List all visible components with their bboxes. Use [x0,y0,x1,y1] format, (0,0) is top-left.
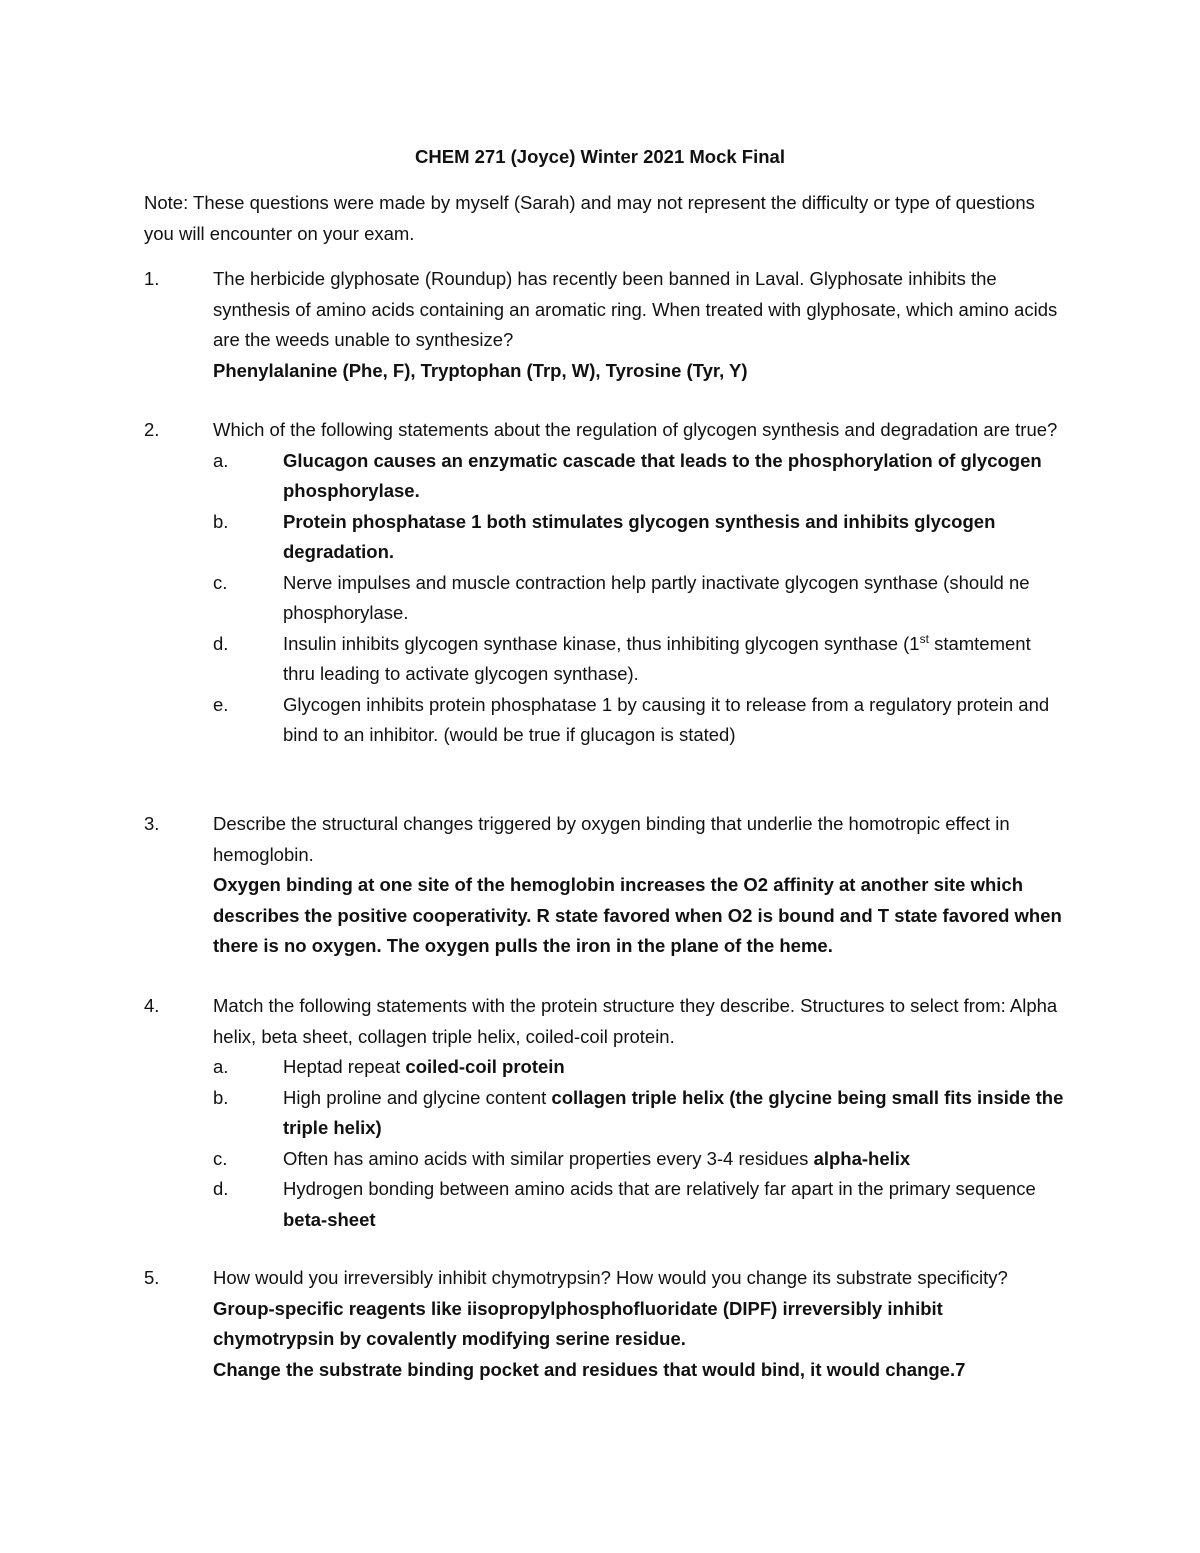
option-text: Protein phosphatase 1 both stimulates glycogen synthesis and inhibits glycogen degradation. [283,510,996,562]
answer-text: collagen triple helix (the glycine being small fits inside the triple helix) [283,1086,1064,1138]
answer-text: Phenylalanine (Phe, F), Tryptophan (Trp, W), Tyrosine (Tyr, Y) [213,359,748,381]
option-text-end: stamtement thru leading to activate glycogen synthase). [283,632,1031,684]
question-text: Match the following statements with the protein structure they describe. Structures to select from: Alpha helix, beta sheet, collagen triple helix, coiled-coil protein. [213,995,1058,1047]
answer-text: beta-sheet [283,1208,376,1230]
option-letter: d. [213,632,229,654]
option-letter: c. [213,1147,228,1169]
option-letter: e. [213,693,229,715]
option-text [283,1083,1064,1144]
option-text: Glucagon causes an enzymatic cascade that leads to the phosphorylation of glycogen phosphorylase. [283,449,1042,501]
option-text: Glycogen inhibits protein phosphatase 1 by causing it to release from a regulatory protein and bind to an inhibitor. (would be true if glucagon is stated) [283,693,1050,745]
option-text-start: Insulin inhibits glycogen synthase kinase, thus inhibiting glycogen synthase (1 [283,632,920,654]
question-text: Which of the following statements about the regulation of glycogen synthesis and degradation are true? [213,419,1058,440]
answer-text-2: Change the substrate binding pocket and residues that would bind, it would change.7 [213,1358,966,1380]
question-3 [144,809,1064,962]
option-a [213,1052,1064,1083]
question-number: 1. [144,268,160,289]
question-text: Describe the structural changes triggered by oxygen binding that underlie the homotropic effect in hemoglobin. [213,813,1010,865]
option-d [213,1174,1064,1235]
option-c [213,1144,1064,1175]
question-text: How would you irreversibly inhibit chymotrypsin? How would you change its substrate specificity? [213,1267,1008,1288]
option-e [213,690,1064,751]
question-text: The herbicide glyphosate (Roundup) has recently been banned in Laval. Glyphosate inhibits the synthesis of amino acids containing an aromatic ring. When treated with glyphosate, which amino acids are the weeds unable to synthesize? [213,268,1058,350]
option-letter: b. [213,1086,229,1108]
answer-text: Oxygen binding at one site of the hemoglobin increases the O2 affinity at another site which describes the positive cooperativity. R state favored when O2 is bound and T state favored when there is no oxygen. The oxygen pulls the iron in the plane of the heme. [213,874,1062,956]
answer-text: coiled-coil protein [405,1056,565,1077]
option-text [283,1052,1064,1083]
option-c [213,568,1064,629]
question-number: 2. [144,419,160,440]
question-number: 3. [144,813,160,834]
question-number: 5. [144,1267,160,1288]
answer-text: Group-specific reagents like iisopropylphosphofluoridate (DIPF) irreversibly inhibit chymotrypsin by covalently modifying serine residue. [213,1297,943,1349]
question-2 [144,415,1064,751]
option-b [213,1083,1064,1144]
option-text: Nerve impulses and muscle contraction help partly inactivate glycogen synthase (should ne phosphorylase. [283,571,1030,623]
option-text [283,1144,1064,1175]
option-a [213,446,1064,507]
option-text [283,629,1064,690]
question-1 [144,264,1064,386]
superscript: st [919,631,929,646]
option-text [283,1174,1064,1235]
option-letter: d. [213,1178,229,1199]
statement-text: Hydrogen bonding between amino acids that are relatively far apart in the primary sequence [283,1178,1036,1199]
page-title: CHEM 271 (Joyce) Winter 2021 Mock Final [415,146,785,167]
question-5 [144,1263,1064,1385]
option-letter: c. [213,571,228,593]
question-4 [144,991,1064,1235]
statement-text: Often has amino acids with similar properties every 3-4 residues [283,1147,814,1169]
option-letter: a. [213,449,229,471]
option-letter: b. [213,510,229,532]
question-number: 4. [144,995,160,1016]
intro-note: Note: These questions were made by myself (Sarah) and may not represent the difficulty or type of questions you will encounter on your exam. [144,192,1035,244]
option-b [213,507,1064,568]
statement-text: High proline and glycine content [283,1086,552,1108]
statement-text: Heptad repeat [283,1056,406,1077]
option-d [213,629,1064,690]
answer-text: alpha-helix [813,1147,911,1169]
option-letter: a. [213,1056,229,1077]
